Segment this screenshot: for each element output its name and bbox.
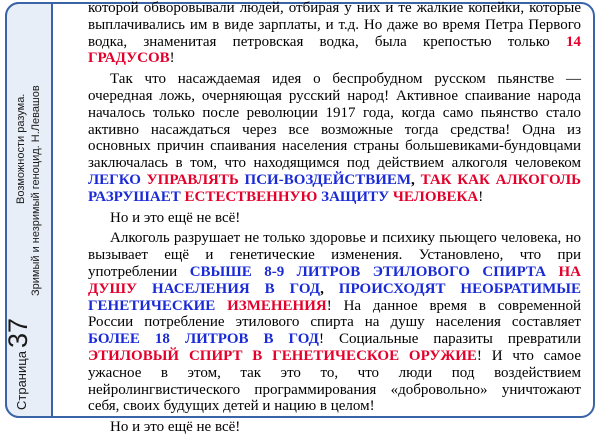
- emphasis-red: УПРАВЛЯТЬ: [146, 171, 245, 188]
- emphasis-blue: СВЫШЕ 8-9 ЛИТРОВ ЭТИЛОВОГО СПИРТА: [189, 263, 559, 280]
- emphasis-red: 14 ГРАДУСОВ: [88, 33, 581, 67]
- emphasis-blue: ПСИ-ВОЗДЕЙСТВИЕМ: [244, 171, 412, 188]
- book-subtitle: Зримый и незримый геноцид. Н.Левашов: [30, 85, 42, 296]
- emphasis-red: НА ДУШУ: [88, 263, 581, 297]
- paragraph: [88, 71, 581, 205]
- text-run: Так что насаждаемая идея о беспробудном русском пьянстве — очередная ложь, очерняющая русский народ! Активное спаивание народа началось только после революции 1917 года, когда само пьянство стало активно насаждаться через все возможные тогда средства! Одна из основных причин спаивания населения страны большевиками-бундовцами заключалась в том, что находящимся под действием алкоголя человеком: [88, 71, 581, 172]
- text-run: Но и это ещё не всё!: [110, 209, 241, 226]
- emphasis-blue: НАСЕЛЕНИЯ В ГОД: [151, 280, 321, 297]
- paragraph: [88, 0, 581, 67]
- book-title: Возможности разума.: [15, 93, 27, 204]
- emphasis-blue: БОЛЕЕ 18 ЛИТРОВ В ГОД: [88, 331, 319, 348]
- text-run: Алкоголь разрушает не только здоровье и психику пьющего человека, но вызывает ещё и генетические изменения. Установлено, что при употреблении: [88, 230, 581, 280]
- sidebar-text: [3, 4, 52, 416]
- text-run: !: [478, 188, 484, 205]
- emphasis-red: ИЗМЕНЕНИЯ: [227, 297, 327, 314]
- text-run: ! На данное время в современной России потребление этилового спирта на душу населения составляет: [88, 297, 581, 331]
- text-run: ,: [411, 171, 421, 188]
- page-label: Страница: [14, 351, 29, 410]
- text-run: !: [169, 50, 175, 67]
- paragraph: [88, 210, 581, 227]
- paragraph: [88, 419, 581, 436]
- emphasis-blue: ЛЕГКО: [88, 171, 147, 188]
- paragraph: [88, 230, 581, 415]
- emphasis-blue: РАЗРУШАЕТ: [88, 188, 185, 205]
- emphasis-red: ТАК КАК АЛКОГОЛЬ: [420, 171, 581, 188]
- text-run: ,: [320, 280, 339, 297]
- text-run: Но и это ещё не всё!: [110, 419, 241, 436]
- text-run: ! Социальные паразиты превратили: [318, 331, 581, 348]
- emphasis-red: ЭТИЛОВЫЙ СПИРТ В ГЕНЕТИЧЕСКОЕ ОРУЖИЕ: [88, 347, 477, 364]
- emphasis-red: ЧЕЛОВЕКА: [392, 188, 479, 205]
- text-run: ! И что самое ужасное в этом, так это то, что люди под воздействием нейролингвистического программирования «добровольно» уничтожают себя, своих будущих детей и нацию в целом!: [88, 347, 581, 415]
- text-run: которой обворовывали людей, отбирая у них и те жалкие копейки, которые выплачивались им в виде зарплаты, и т.д. Но даже во время Петра Первого водка, знаменитая петровская водка, была крепостью только: [88, 0, 581, 50]
- sidebar-rotated: [3, 4, 52, 416]
- emphasis-red: ЕСТЕСТВЕННУЮ: [184, 188, 322, 205]
- emphasis-blue: ЗАЩИТУ: [321, 188, 393, 205]
- page-number: 37: [3, 317, 33, 348]
- emphasis-blue: ПРОИСХОДЯТ НЕОБРАТИМЫЕ ГЕНЕТИЧЕСКИЕ: [88, 280, 581, 314]
- page-content: [88, 0, 581, 440]
